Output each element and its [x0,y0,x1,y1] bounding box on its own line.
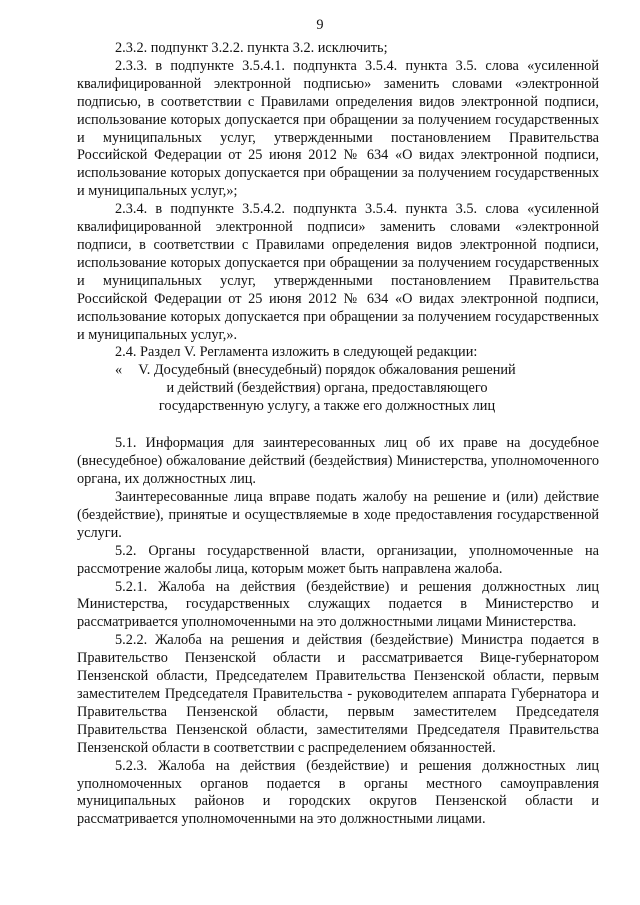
paragraph-2-3-4: 2.3.4. в подпункте 3.5.4.2. подпункта 3.5.4. пункта 3.5. слова «усиленной квалифицированной электронной подписи» заменить словами «электронной подписи, в соответствии с Правилами определения видов электронной подписи, использование которых допускается при обращении за получением государственных и муниципальных услуг, утвержденными постановлением Правительства Российской Федерации от 25 июня 2012 № 634 «О видах электронной подписи, использование которых допускается при обращении за получением государственных и муниципальных услуг,». [77,201,599,343]
opening-quote: « [115,362,123,379]
section-title-line-2: и действий (бездействия) органа, предоставляющего [166,380,488,397]
paragraph-5-1-note: Заинтересованные лица вправе подать жалобу на решение и (или) действие (бездействие), принятые и осуществляемые в ходе предоставления государственной услуги. [77,489,599,541]
paragraph-2-3-2: 2.3.2. подпункт 3.2.2. пункта 3.2. исключить; [115,40,388,56]
paragraph-5-1: 5.1. Информация для заинтересованных лиц об их праве на досудебное (внесудебное) обжалование действий (бездействия) Министерства, уполномоченного органа, их должностных лиц. [77,435,599,488]
paragraph-5-2-1: 5.2.1. Жалоба на действия (бездействие) и решения должностных лиц Министерства, государственных служащих подается в Министерство и рассматривается уполномоченными на это должностными лицами Министерства. [77,578,599,631]
paragraph-5-2-2: 5.2.2. Жалоба на решения и действия (бездействие) Министра подается в Правительство Пензенской области и рассматривается Вице-губернатором Пензенской области, Председателем Правительства Пензенской области, первым заместителем Председателя Правительства - руководителем аппарата Губернатора и Правительства Пензенской области, первым заместителем Председателя Правительства Пензенской области, заместителями Председателя Правительства Пензенской области в соответствии с распределением обязанностей. [77,632,599,756]
document-body [77,40,599,829]
paragraph-5-2-3: 5.2.3. Жалоба на действия (бездействие) и решения должностных лиц уполномоченных органов подается в органы местного самоуправления муниципальных районов и городских округов Пензенской области и рассматривается уполномоченными на это должностными лицами. [77,757,599,828]
paragraph-5-2: 5.2. Органы государственной власти, организации, уполномоченные на рассмотрение жалобы лица, которым может быть направлена жалоба. [77,542,599,577]
section-title-line-1: V. Досудебный (внесудебный) порядок обжалования решений [138,362,516,379]
page-number: 9 [316,17,324,33]
paragraph-2-3-3: 2.3.3. в подпункте 3.5.4.1. подпункта 3.5.4. пункта 3.5. слова «усиленной квалифицированной электронной подписью» заменить словами «электронной подписью, в соответствии с Правилами определения видов электронной подписи, использование которых допускается при обращении за получением государственных и муниципальных услуг, утвержденными постановлением Правительства Российской Федерации от 25 июня 2012 № 634 «О видах электронной подписи, использование которых допускается при обращении за получением государственных и муниципальных услуг,»; [77,57,599,200]
paragraph-2-4: 2.4. Раздел V. Регламента изложить в следующей редакции: [115,344,478,361]
spacer [77,416,599,435]
section-title [77,362,599,416]
section-title-line-3: государственную услугу, а также его должностных лиц [158,398,496,415]
